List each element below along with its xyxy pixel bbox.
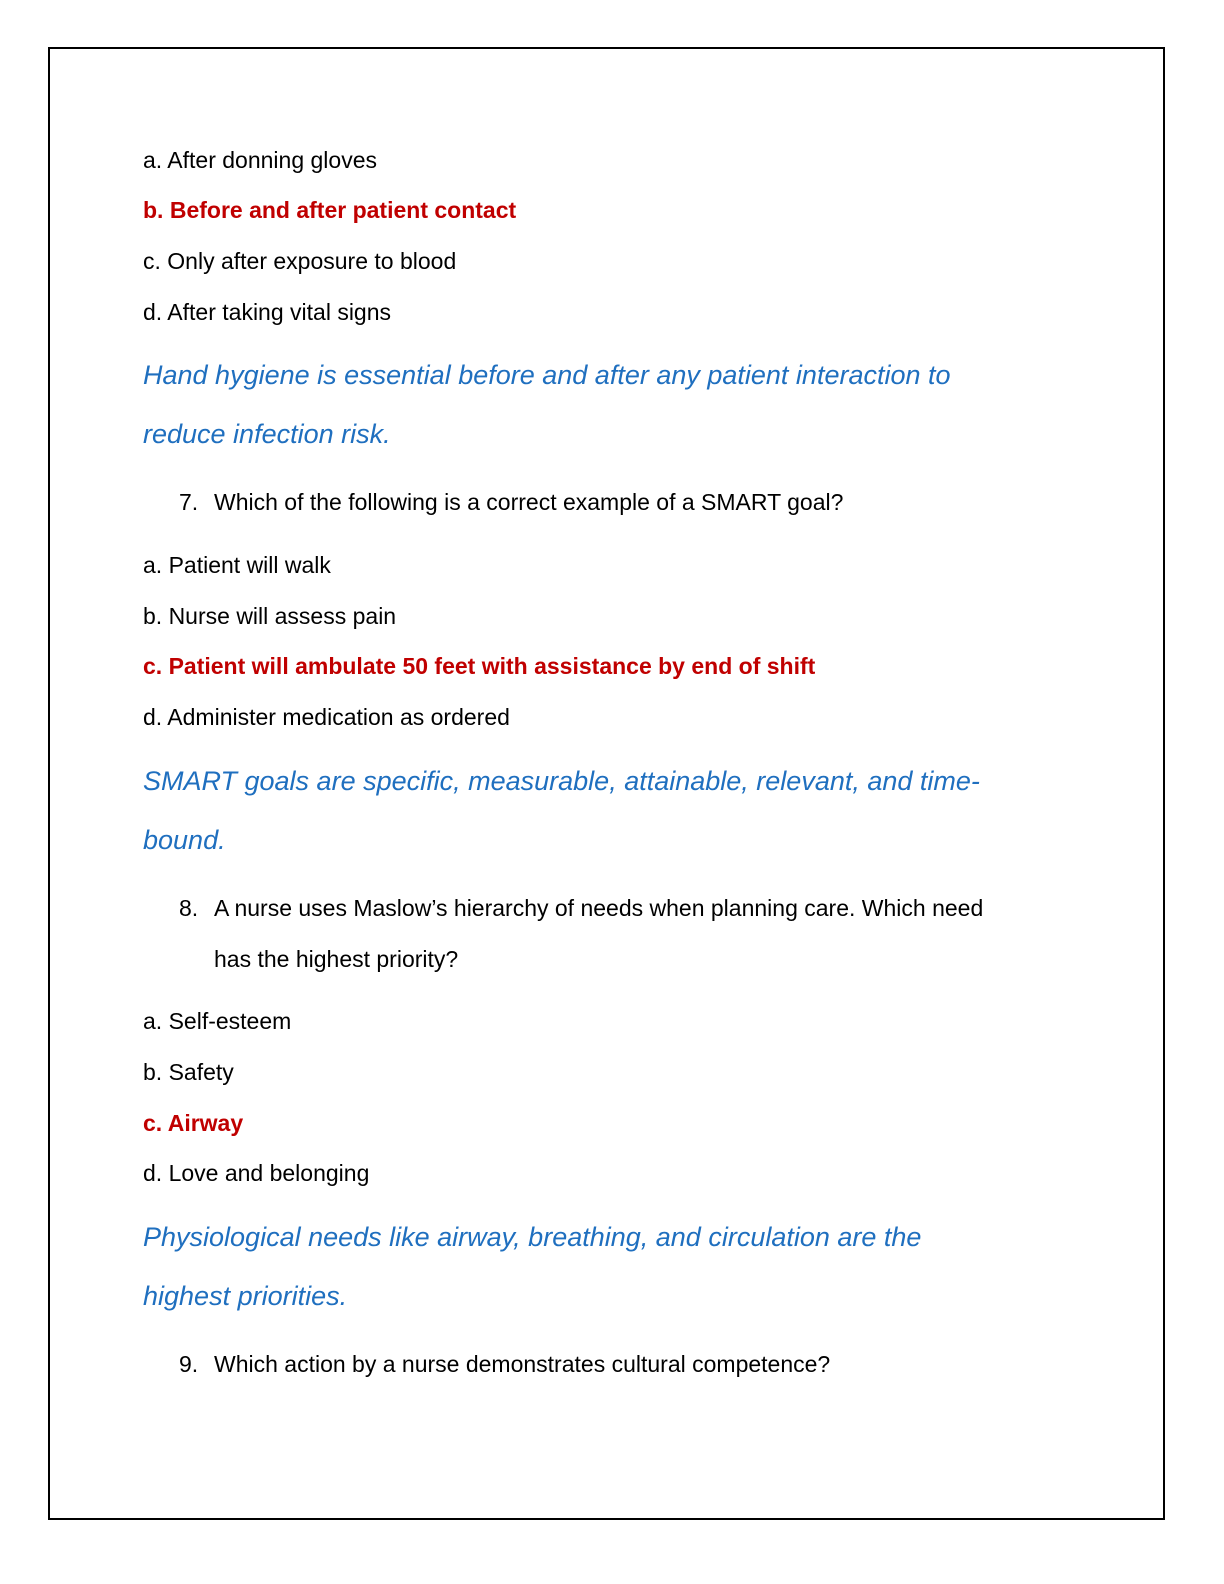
q7-explanation-line-2: bound. [143,825,226,855]
q8-option-c-correct: c. Airway [143,1110,244,1136]
q8-question [179,895,984,922]
q7-option-a: a. Patient will walk [143,552,331,578]
q7-option-d: d. Administer medication as ordered [143,704,510,730]
q7-option-b: b. Nurse will assess pain [143,603,397,629]
q7-number: 7. [179,489,199,515]
q7-question [179,489,844,516]
q8-number: 8. [179,895,199,921]
q6-explanation-line-1: Hand hygiene is essential before and after any patient interaction to [143,360,951,390]
q6-option-d: d. After taking vital signs [143,299,392,325]
q6-explanation-line-2: reduce infection risk. [143,419,391,449]
q8-option-b: b. Safety [143,1059,234,1085]
q6-option-a: a. After donning gloves [143,147,377,173]
q9-question-text: Which action by a nurse demonstrates cultural competence? [214,1351,831,1377]
q8-question-text-line-2: has the highest priority? [214,946,459,972]
q7-question-text: Which of the following is a correct example of a SMART goal? [214,489,844,515]
q7-option-c-correct: c. Patient will ambulate 50 feet with assistance by end of shift [143,653,816,679]
q8-option-d: d. Love and belonging [143,1160,370,1186]
q8-question-text-line-1: A nurse uses Maslow’s hierarchy of needs when planning care. Which need [214,895,984,921]
q9-number: 9. [179,1351,199,1377]
q9-question [179,1351,831,1378]
q8-option-a: a. Self-esteem [143,1008,292,1034]
q6-option-b-correct: b. Before and after patient contact [143,197,517,223]
q7-explanation-line-1: SMART goals are specific, measurable, attainable, relevant, and time- [143,766,980,796]
q8-explanation-line-2: highest priorities. [143,1281,348,1311]
q8-explanation-line-1: Physiological needs like airway, breathing, and circulation are the [143,1222,922,1252]
q6-option-c: c. Only after exposure to blood [143,248,457,274]
